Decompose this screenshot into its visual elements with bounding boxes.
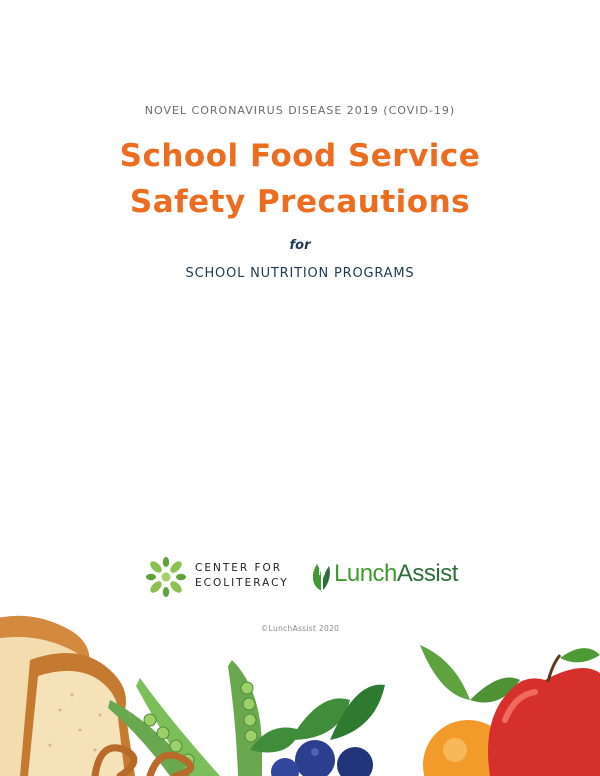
copyright-text: ©LunchAssist 2020: [260, 624, 340, 633]
food-illustration: [0, 600, 600, 776]
blueberries-illustration: [250, 685, 385, 776]
lunchassist-word-assist: Assist: [396, 560, 458, 587]
ecoliteracy-line-2: ECOLITERACY: [195, 577, 289, 589]
bread-illustration: [0, 616, 135, 776]
lunchassist-wordmark: [334, 560, 458, 588]
title-line-1: School Food Service: [119, 138, 481, 174]
lunchassist-fork-leaf-icon: [309, 561, 335, 593]
for-text: for: [289, 238, 311, 253]
lunchassist-word-lunch: Lunch: [334, 560, 397, 587]
title-line-2: Safety Precautions: [129, 184, 471, 220]
apple-illustration: [488, 648, 600, 776]
program-subtitle: SCHOOL NUTRITION PROGRAMS: [185, 266, 415, 281]
ecoliteracy-wordmark: [195, 561, 289, 591]
kicker-text: NOVEL CORONAVIRUS DISEASE 2019 (COVID-19): [144, 104, 456, 117]
logo-row: [0, 553, 600, 603]
ecoliteracy-line-1: CENTER FOR: [195, 562, 283, 574]
ecoliteracy-logo-icon: [144, 555, 188, 599]
